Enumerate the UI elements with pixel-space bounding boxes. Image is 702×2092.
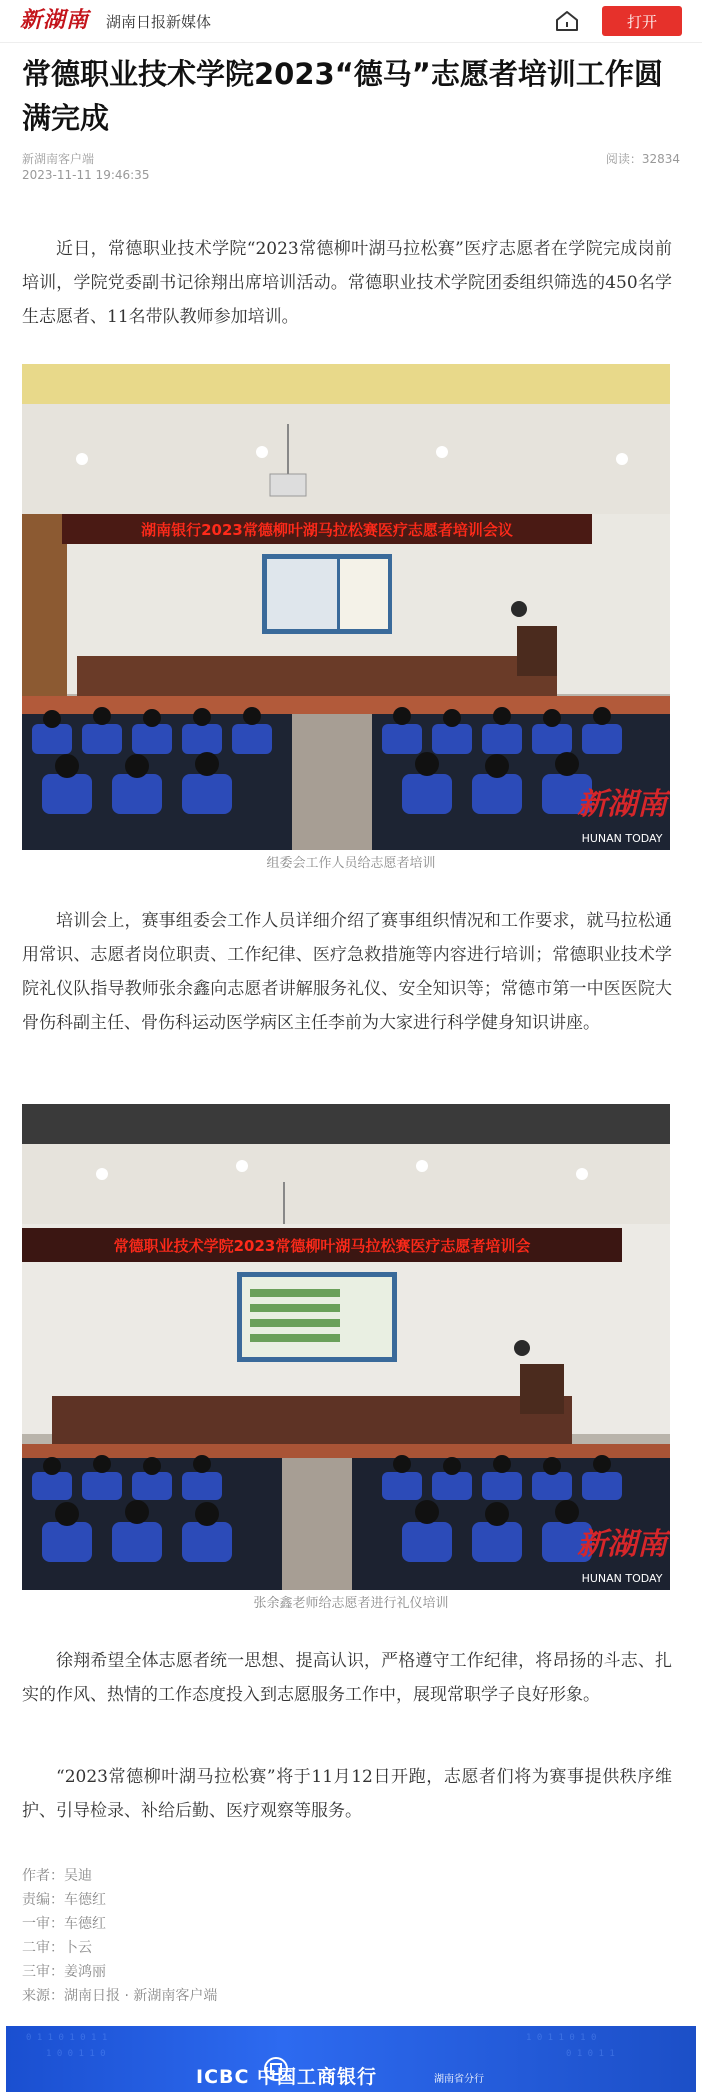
- home-icon[interactable]: [554, 8, 580, 34]
- ad-branch: 湖南省分行: [434, 2074, 484, 2085]
- credit-review-1: 一审：车德红: [22, 1916, 106, 1932]
- credit-editor: 责编：车德红: [22, 1892, 106, 1908]
- article-paragraph: 近日，常德职业技术学院“2023常德柳叶湖马拉松赛”医疗志愿者在学院完成岗前培训，学院党委副书记徐翔出席培训活动。常德职业技术学院团委组织筛选的450名学生志愿者、11名带队教师参加培训。: [22, 239, 672, 327]
- open-app-button[interactable]: 打开: [602, 6, 682, 36]
- photo-watermark: 新湖南: [577, 787, 667, 822]
- photo-caption: 组委会工作人员给志愿者培训: [266, 856, 436, 871]
- credit-review-3: 三审：姜鸿丽: [22, 1964, 106, 1980]
- photo-watermark: 新湖南: [577, 1527, 667, 1562]
- credit-source: 来源：湖南日报 · 新湖南客户端: [22, 1988, 218, 2004]
- led-banner-text: 常德职业技术学院2023常德柳叶湖马拉松赛医疗志愿者培训会: [113, 1237, 531, 1255]
- article-paragraph: 徐翔希望全体志愿者统一思想、提高认识，严格遵守工作纪律，将昂扬的斗志、扎实的作风、热情的工作态度投入到志愿服务工作中，展现常职学子良好形象。: [22, 1651, 672, 1705]
- app-logo[interactable]: 新湖南: [20, 7, 90, 33]
- article-paragraph: “2023常德柳叶湖马拉松赛”将于11月12日开跑，志愿者们将为赛事提供秩序维护、引导检录、补给后勤、医疗观察等服务。: [22, 1767, 672, 1821]
- svg-text:1 0 1 1 0 1 0: 1 0 1 1 0 1 0: [526, 2033, 597, 2043]
- svg-text:1 0 0 1 1 0: 1 0 0 1 1 0: [46, 2049, 106, 2059]
- article-time: 2023-11-11 19:46:35: [22, 168, 150, 182]
- article-photo: [22, 364, 670, 850]
- ad-banner[interactable]: [6, 2026, 696, 2092]
- article-title: 常德职业技术学院2023“德马”志愿者培训工作圆满完成: [22, 57, 663, 135]
- led-banner-text: 湖南银行2023常德柳叶湖马拉松赛医疗志愿者培训会议: [141, 521, 513, 539]
- svg-text:0 1 1 0 1 0 1 1: 0 1 1 0 1 0 1 1: [26, 2033, 108, 2043]
- article-photo: [22, 1104, 670, 1590]
- article-credits: [22, 1864, 217, 2008]
- svg-text:0 1 0 1 1: 0 1 0 1 1: [566, 2049, 615, 2059]
- photo-watermark-en: HUNAN TODAY: [581, 1572, 663, 1585]
- credit-review-2: 二审：卜云: [22, 1940, 92, 1956]
- article-paragraph: 培训会上，赛事组委会工作人员详细介绍了赛事组织情况和工作要求，就马拉松通用常识、志愿者岗位职责、工作纪律、医疗急救措施等内容进行培训；常德职业技术学院礼仪队指导教师张余鑫向志愿者讲解服务礼仪、安全知识等；常德市第一中医医院大骨伤科副主任、骨伤科运动医学病区主任李前为大家进行科学健身知识讲座。: [22, 911, 672, 1033]
- photo-watermark-en: HUNAN TODAY: [581, 832, 663, 845]
- top-bar: [0, 0, 702, 43]
- credit-author: 作者：吴迪: [22, 1868, 92, 1884]
- photo-caption: 张余鑫老师给志愿者进行礼仪培训: [253, 1596, 449, 1611]
- photo-training-meeting: [22, 364, 670, 850]
- photo-etiquette-training: [22, 1104, 670, 1590]
- article-source: 新湖南客户端: [22, 152, 95, 166]
- app-subtitle: 湖南日报新媒体: [106, 13, 212, 31]
- ad-brand: ICBC 中国工商银行: [196, 2066, 378, 2088]
- read-count: 阅读：32834: [605, 152, 680, 166]
